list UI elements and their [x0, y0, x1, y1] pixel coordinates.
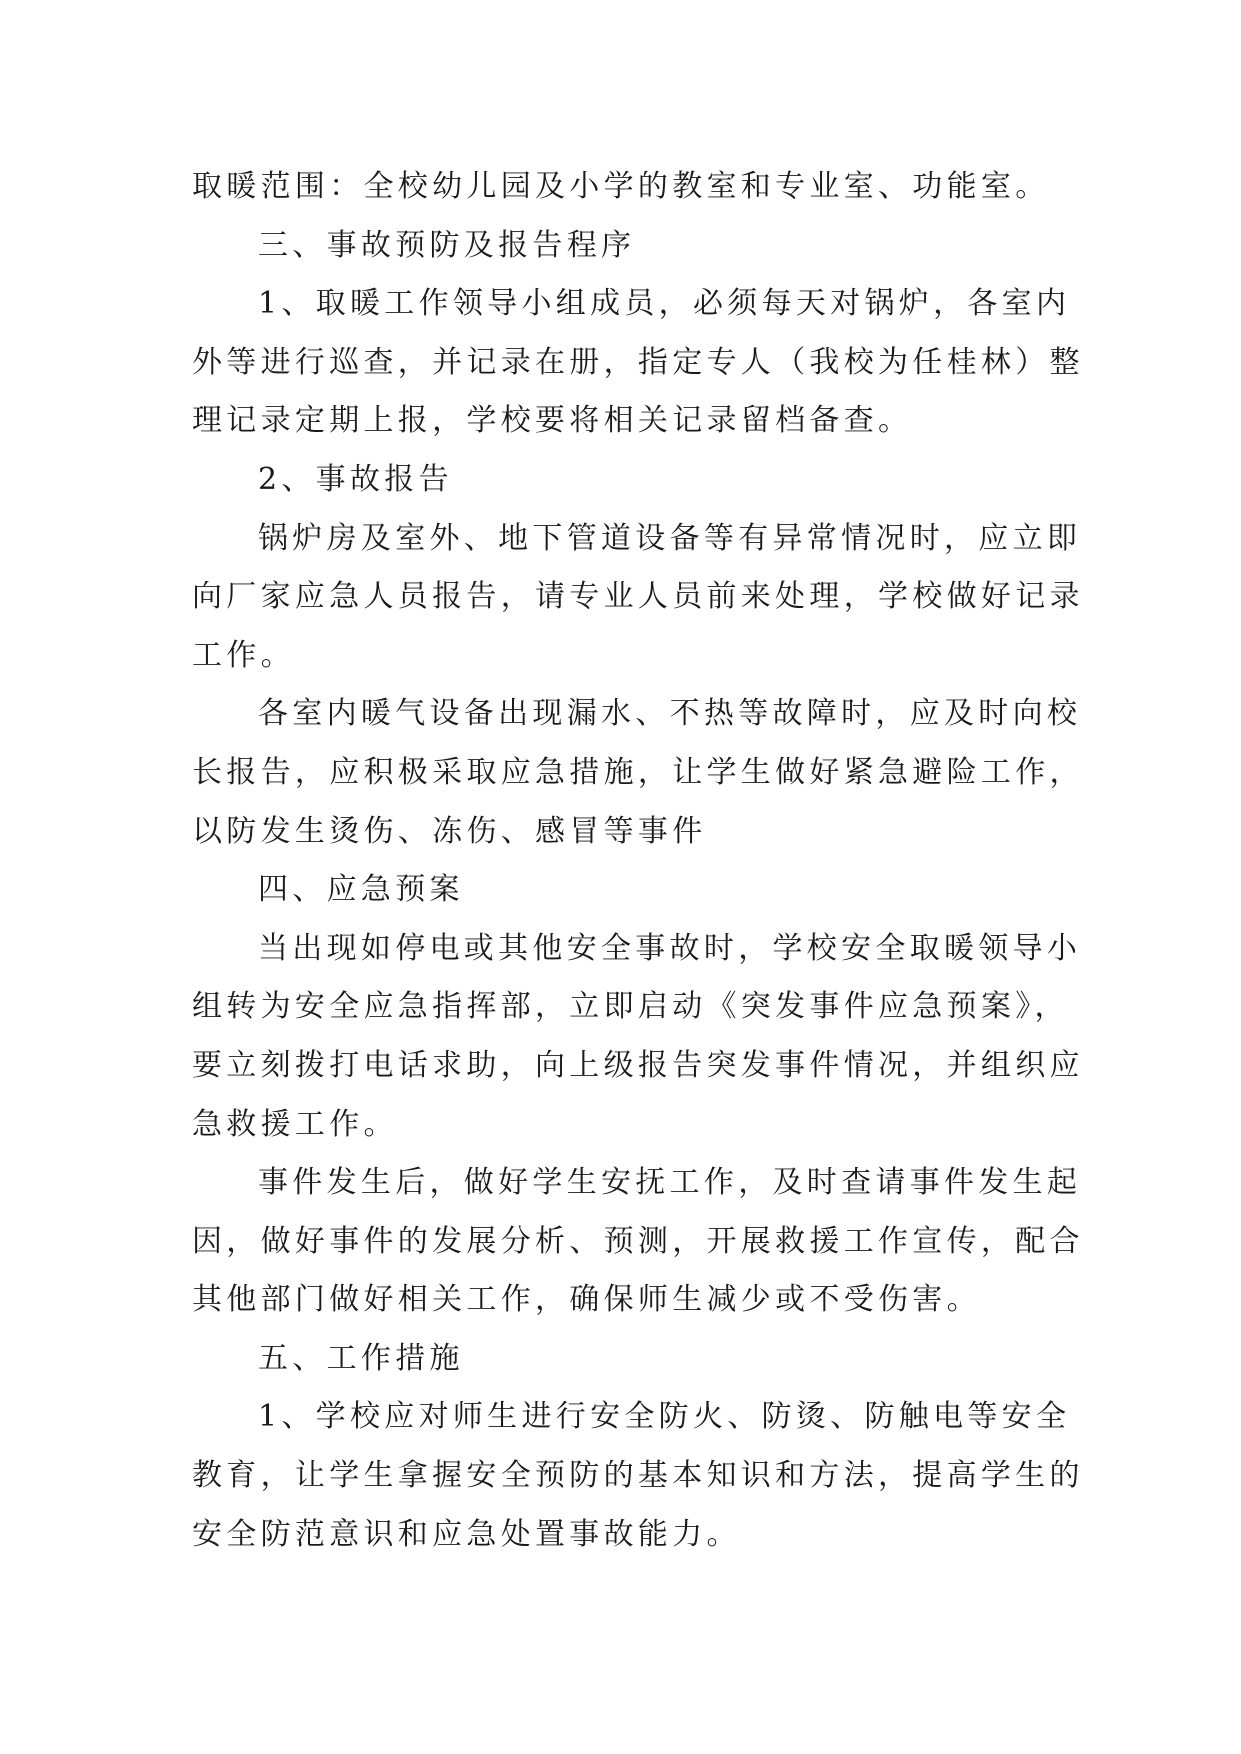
text-line: 事件发生后，做好学生安抚工作，及时查请事件发生起	[258, 1165, 1082, 1201]
text-line: 要立刻拨打电话求助，向上级报告突发事件情况，并组织应	[192, 1047, 1084, 1083]
text-line: 向厂家应急人员报告，请专业人员前来处理，学校做好记录	[192, 579, 1084, 615]
document-body	[192, 158, 1084, 1564]
text-line: 四、应急预案	[258, 872, 464, 908]
text-line: 工作。	[192, 637, 295, 673]
text-line: 1、学校应对师生进行安全防火、防烫、防触电等安全	[258, 1399, 1071, 1435]
text-line: 组转为安全应急指挥部，立即启动《突发事件应急预案》，	[192, 989, 1069, 1025]
text-line: 因，做好事件的发展分析、预测，开展救援工作宣传，配合	[192, 1223, 1084, 1259]
text-line: 锅炉房及室外、地下管道设备等有异常情况时，应立即	[258, 520, 1082, 556]
text-line: 当出现如停电或其他安全事故时，学校安全取暖领导小	[258, 930, 1082, 966]
text-line: 其他部门做好相关工作，确保师生减少或不受伤害。	[192, 1282, 981, 1318]
text-line: 安全防范意识和应急处置事故能力。	[192, 1516, 741, 1552]
text-line: 教育，让学生拿握安全预防的基本知识和方法，提高学生的	[192, 1458, 1084, 1494]
text-line: 2、事故报告	[258, 461, 453, 497]
text-line: 三、事故预防及报告程序	[258, 227, 636, 263]
text-line: 1、取暖工作领导小组成员，必须每天对锅炉，各室内	[258, 286, 1071, 322]
text-line: 以防发生烫伤、冻伤、感冒等事件	[192, 813, 707, 849]
text-line: 长报告，应积极采取应急措施，让学生做好紧急避险工作，	[192, 754, 1084, 790]
text-line: 取暖范围：全校幼儿园及小学的教室和专业室、功能室。	[192, 169, 1050, 204]
text-line: 急救援工作。	[192, 1106, 398, 1142]
text-line: 各室内暖气设备出现漏水、不热等故障时，应及时向校	[258, 696, 1082, 732]
text-line: 五、工作措施	[258, 1340, 464, 1376]
text-line: 理记录定期上报，学校要将相关记录留档备查。	[192, 403, 913, 439]
text-line: 外等进行巡查，并记录在册，指定专人（我校为任桂林）整	[192, 344, 1084, 380]
